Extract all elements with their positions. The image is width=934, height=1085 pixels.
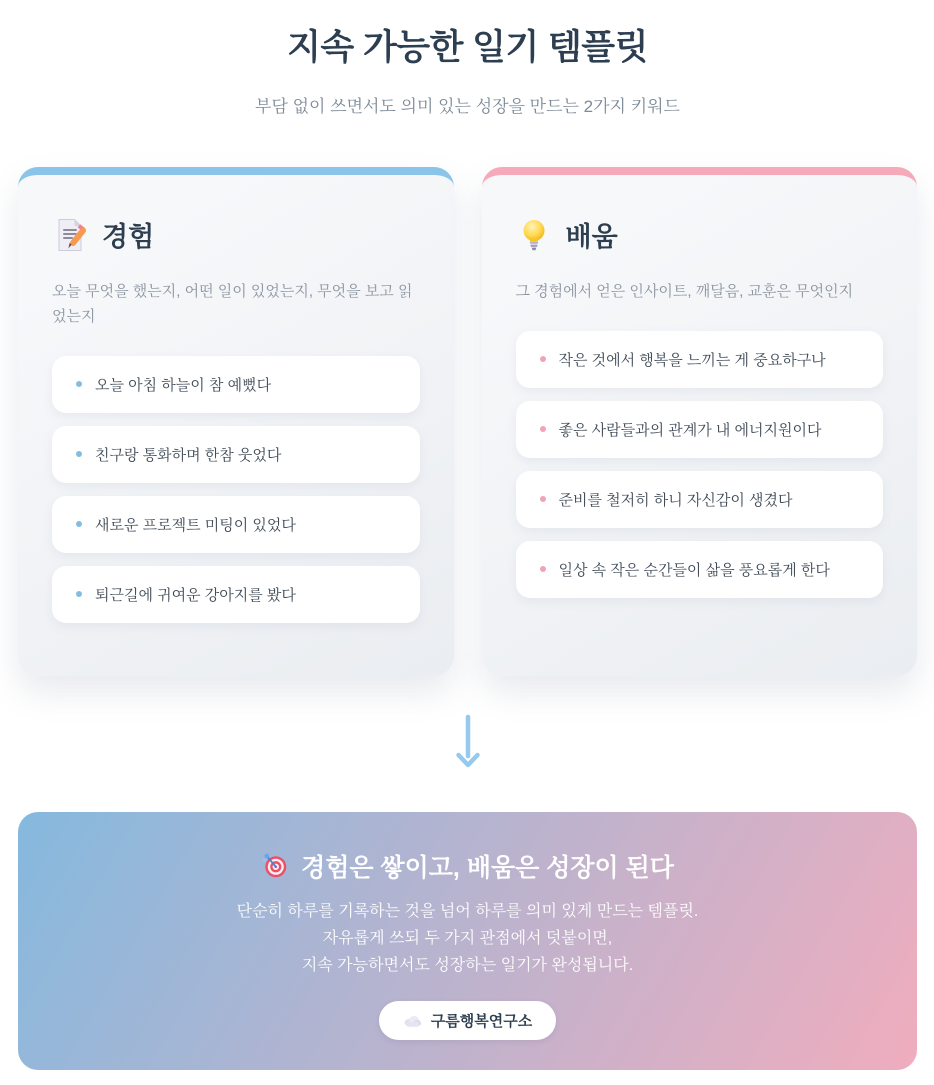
card-experience-header xyxy=(52,215,420,254)
learning-entry xyxy=(516,471,884,528)
brand-badge-label: 구름행복연구소 xyxy=(430,1013,533,1031)
summary-text xyxy=(58,898,877,980)
bullet-dot-icon xyxy=(540,426,546,432)
entry-text: 작은 것에서 행복을 느끼는 게 중요하구나 xyxy=(558,351,826,369)
bullet-dot-icon xyxy=(76,451,82,457)
experience-entry xyxy=(52,496,420,553)
summary-line: 자유롭게 쓰되 두 가지 관점에서 덧붙이면, xyxy=(322,929,613,947)
card-learning-header xyxy=(516,215,884,254)
bullet-dot-icon xyxy=(540,356,546,362)
summary-line: 지속 가능하면서도 성장하는 일기가 완성됩니다. xyxy=(301,956,634,974)
card-experience-description: 오늘 무엇을 했는지, 어떤 일이 있었는지, 무엇을 보고 읽었는지 xyxy=(52,283,413,325)
entry-text: 일상 속 작은 순간들이 삶을 풍요롭게 한다 xyxy=(558,561,830,579)
summary-header xyxy=(58,848,877,884)
card-learning-title: 배움 xyxy=(565,222,618,252)
entry-text: 오늘 아침 하늘이 참 예뻤다 xyxy=(95,376,272,394)
bullet-dot-icon xyxy=(76,381,82,387)
card-experience-title: 경험 xyxy=(102,222,155,252)
entry-text: 새로운 프로젝트 미팅이 있었다 xyxy=(95,516,296,534)
summary-banner xyxy=(18,812,917,1071)
learning-entry xyxy=(516,331,884,388)
entry-text: 좋은 사람들과의 관계가 내 에너지원이다 xyxy=(558,421,822,439)
memo-icon xyxy=(52,217,88,253)
learning-entry xyxy=(516,401,884,458)
card-learning xyxy=(482,167,918,676)
summary-title: 경험은 쌓이고, 배움은 성장이 된다 xyxy=(301,853,674,882)
entry-text: 친구랑 통화하며 한참 웃었다 xyxy=(95,446,282,464)
card-experience xyxy=(18,167,454,676)
bullet-dot-icon xyxy=(76,591,82,597)
experience-entry-list xyxy=(52,356,420,623)
cloud-icon xyxy=(403,1014,422,1028)
target-icon xyxy=(261,852,289,880)
bullet-dot-icon xyxy=(76,521,82,527)
page-title: 지속 가능한 일기 템플릿 xyxy=(287,28,648,67)
down-arrow-icon xyxy=(18,714,917,768)
lightbulb-icon xyxy=(516,217,552,253)
page-subtitle: 부담 없이 쓰면서도 의미 있는 성장을 만드는 2가지 키워드 xyxy=(255,97,680,116)
entry-text: 준비를 철저히 하니 자신감이 생겼다 xyxy=(558,491,793,509)
learning-entry-list xyxy=(516,331,884,598)
experience-entry xyxy=(52,566,420,623)
keyword-cards-row xyxy=(18,167,917,676)
learning-entry xyxy=(516,541,884,598)
bullet-dot-icon xyxy=(540,496,546,502)
experience-entry xyxy=(52,426,420,483)
bullet-dot-icon xyxy=(540,566,546,572)
summary-line: 단순히 하루를 기록하는 것을 넘어 하루를 의미 있게 만드는 템플릿. xyxy=(236,902,699,920)
entry-text: 퇴근길에 귀여운 강아지를 봤다 xyxy=(95,586,296,604)
card-learning-description: 그 경험에서 얻은 인사이트, 깨달음, 교훈은 무엇인지 xyxy=(515,283,854,300)
brand-badge[interactable] xyxy=(379,1001,556,1040)
experience-entry xyxy=(52,356,420,413)
